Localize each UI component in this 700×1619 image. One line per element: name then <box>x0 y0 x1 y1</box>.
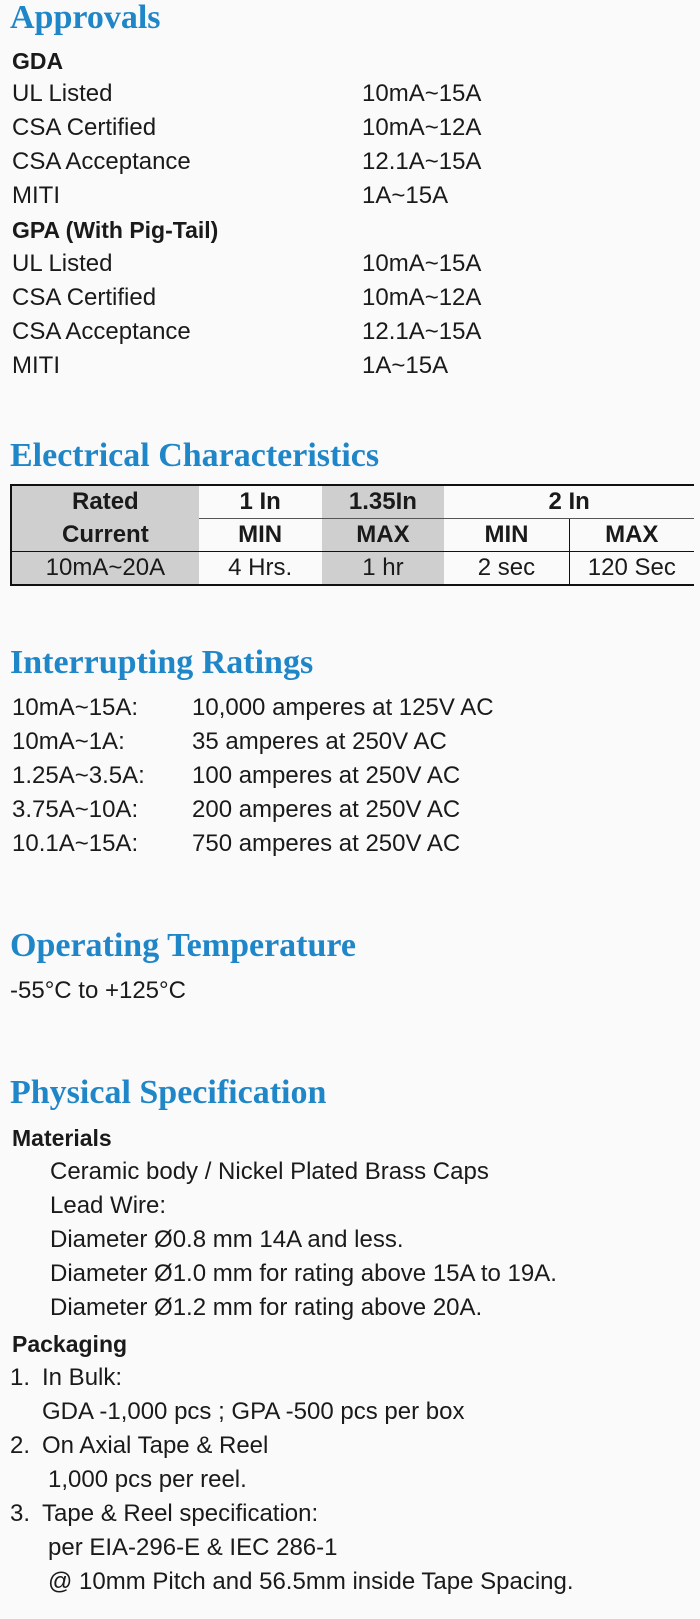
rating-range: 10mA~1A: <box>12 728 125 755</box>
rating-value: 100 amperes at 250V AC <box>192 762 461 789</box>
table-row <box>11 552 694 586</box>
approval-value: 12.1A~15A <box>362 148 482 175</box>
cell-2in-min: 2 sec <box>477 554 536 581</box>
header-max: MAX <box>569 519 694 552</box>
rating-value: 200 amperes at 250V AC <box>192 796 461 823</box>
rating-range: 3.75A~10A: <box>12 796 139 823</box>
approval-value: 12.1A~15A <box>362 318 482 345</box>
rating-range: 10.1A~15A: <box>12 830 139 857</box>
rating-range: 1.25A~3.5A: <box>12 762 145 789</box>
header-min: MIN <box>199 519 322 552</box>
operating-value: -55°C to +125°C <box>10 977 186 1004</box>
cell-135in-max: 1 hr <box>322 552 445 586</box>
electrical-title: Electrical Characteristics <box>10 437 380 474</box>
materials-line: Diameter Ø1.2 mm for rating above 20A. <box>50 1294 483 1321</box>
gda-heading: GDA <box>12 48 64 74</box>
header-1in: 1 In <box>199 485 322 519</box>
header-2in: 2 In <box>444 485 694 519</box>
header-current: Current <box>11 519 199 552</box>
approval-label: MITI <box>12 182 60 209</box>
approval-row <box>12 318 482 346</box>
approval-row <box>12 352 449 380</box>
materials-line: Lead Wire: <box>50 1192 167 1219</box>
approval-row <box>12 284 482 312</box>
interrupting-title: Interrupting Ratings <box>10 644 314 681</box>
approval-row <box>12 114 482 142</box>
materials-line: Diameter Ø0.8 mm 14A and less. <box>50 1226 404 1253</box>
approval-value: 10mA~12A <box>362 284 482 311</box>
rating-value: 10,000 amperes at 125V AC <box>192 694 494 721</box>
packaging-heading: Packaging <box>12 1331 128 1357</box>
rating-value: 35 amperes at 250V AC <box>192 728 447 755</box>
approval-label: CSA Acceptance <box>12 148 191 175</box>
approval-row <box>12 148 482 176</box>
packaging-line: per EIA-296-E & IEC 286-1 <box>48 1534 338 1561</box>
approval-label: CSA Certified <box>12 284 157 311</box>
electrical-table <box>10 484 694 586</box>
approval-value: 1A~15A <box>362 182 449 209</box>
operating-title: Operating Temperature <box>10 927 356 964</box>
cell-2in-max: 120 Sec <box>569 552 694 586</box>
rating-row <box>12 830 461 858</box>
materials-heading: Materials <box>12 1125 112 1151</box>
packaging-number: 2. <box>10 1432 31 1459</box>
materials-line: Diameter Ø1.0 mm for rating above 15A to 19A. <box>50 1260 557 1287</box>
approval-label: UL Listed <box>12 250 113 277</box>
cell-1in-min: 4 Hrs. <box>228 554 293 581</box>
header-135in: 1.35In <box>322 485 445 519</box>
packaging-number: 3. <box>10 1500 31 1527</box>
rating-row <box>12 694 494 722</box>
materials-line: Ceramic body / Nickel Plated Brass Caps <box>50 1158 489 1185</box>
approval-value: 10mA~12A <box>362 114 482 141</box>
packaging-line: On Axial Tape & Reel <box>42 1432 269 1459</box>
rating-range: 10mA~15A: <box>12 694 139 721</box>
table-header-row <box>11 485 694 519</box>
rating-row <box>12 728 447 756</box>
approval-value: 1A~15A <box>362 352 449 379</box>
approval-row <box>12 250 482 278</box>
approval-label: UL Listed <box>12 80 113 107</box>
packaging-line: 1,000 pcs per reel. <box>48 1466 247 1493</box>
rating-row <box>12 796 461 824</box>
approval-value: 10mA~15A <box>362 250 482 277</box>
approval-label: MITI <box>12 352 60 379</box>
packaging-line: In Bulk: <box>42 1364 123 1391</box>
approval-label: CSA Acceptance <box>12 318 191 345</box>
approval-row <box>12 80 482 108</box>
physical-title: Physical Specification <box>10 1074 327 1111</box>
rating-row <box>12 762 461 790</box>
header-rated: Rated <box>11 485 199 519</box>
packaging-line: Tape & Reel specification: <box>42 1500 319 1527</box>
cell-rated: 10mA~20A <box>11 552 199 586</box>
packaging-number: 1. <box>10 1364 31 1391</box>
packaging-line: @ 10mm Pitch and 56.5mm inside Tape Spacing. <box>48 1568 574 1595</box>
packaging-line: GDA -1,000 pcs ; GPA -500 pcs per box <box>42 1398 465 1425</box>
header-max: MAX <box>322 519 445 552</box>
rating-value: 750 amperes at 250V AC <box>192 830 461 857</box>
table-subheader-row <box>11 519 694 552</box>
approval-label: CSA Certified <box>12 114 157 141</box>
approvals-title: Approvals <box>10 0 161 36</box>
gpa-heading: GPA (With Pig-Tail) <box>12 217 219 243</box>
header-min: MIN <box>444 519 569 552</box>
approval-row <box>12 182 449 210</box>
approval-value: 10mA~15A <box>362 80 482 107</box>
